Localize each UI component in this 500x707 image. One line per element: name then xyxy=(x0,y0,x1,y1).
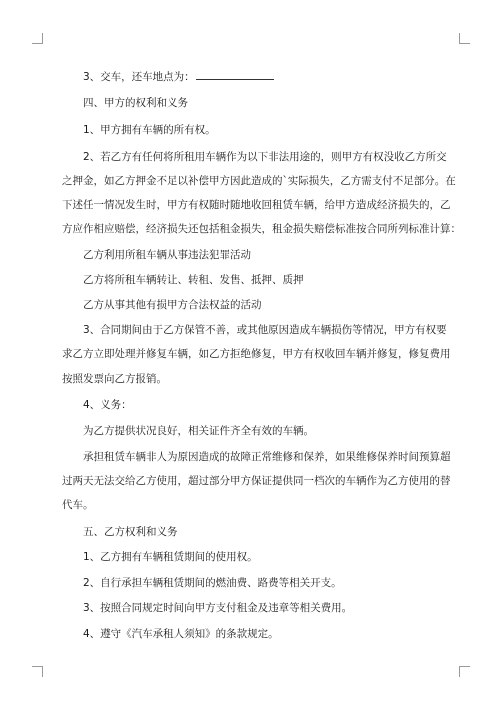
clause-a2-line4: 方应作相应赔偿，经济损失还包括租金损失，租金损失赔偿标准按合同所列标准计算： xyxy=(62,223,461,235)
clause-a4: 4、义务： xyxy=(83,399,132,411)
clause-a1: 1、甲方拥有车辆的所有权。 xyxy=(83,124,216,136)
crop-mark-bottom-left xyxy=(32,666,43,677)
clause-b2: 2、自行承担车辆租赁期间的燃油费、路费等相关开支。 xyxy=(83,577,342,589)
list-item-3: 乙方从事其他有损甲方合法权益的活动 xyxy=(83,299,262,311)
crop-mark-top-right xyxy=(459,33,470,44)
list-item-1: 乙方利用所租车辆从事违法犯罪活动 xyxy=(83,249,251,261)
clause-b4: 4、遵守《汽车承租人须知》的条款规定。 xyxy=(83,628,279,640)
list-item-2: 乙方将所租车辆转让、转租、发售、抵押、质押 xyxy=(83,274,304,286)
clause-b1: 1、乙方拥有车辆租赁期间的使用权。 xyxy=(83,551,258,563)
clause-a3-line2: 求乙方立即处理并修复车辆，如乙方拒绝修复，甲方有权收回车辆并修复，修复费用 xyxy=(62,348,451,360)
clause-a3-line3: 按照发票向乙方报销。 xyxy=(62,373,167,385)
crop-mark-bottom-right xyxy=(459,666,470,677)
obligation-2-line3: 代车。 xyxy=(62,499,94,511)
clause-b3: 3、按照合同规定时间向甲方支付租金及违章等相关费用。 xyxy=(83,602,353,614)
crop-mark-top-left xyxy=(32,33,43,44)
section-heading-4: 四、甲方的权利和义务 xyxy=(83,97,188,109)
obligation-2-line2: 过两天无法交给乙方使用，超过部分甲方保证提供同一档次的车辆作为乙方使用的替 xyxy=(62,475,451,487)
obligation-2-line1: 承担租赁车辆非人为原因造成的故障正常维修和保养，如果维修保养时间预算超 xyxy=(83,451,451,463)
delivery-location-blank xyxy=(196,69,274,80)
delivery-location-line xyxy=(83,69,274,84)
clause-a3-line1: 3、合同期间由于乙方保管不善，或其他原因造成车辆损伤等情况，甲方有权要 xyxy=(83,324,447,336)
section-heading-5: 五、乙方权利和义务 xyxy=(83,526,178,538)
clause-a2-line2: 之押金，如乙方押金不足以补偿甲方因此造成的`实际损失，乙方需支付不足部分。在 xyxy=(62,175,456,187)
clause-a2-line1: 2、若乙方有任何将所租用车辆作为以下非法用途的，则甲方有权没收乙方所交 xyxy=(83,151,447,163)
clause-a2-line3: 下述任一情况发生时，甲方有权随时随地收回租赁车辆，给甲方造成经济损失的，乙 xyxy=(62,199,451,211)
delivery-location-label: 3、交车，还车地点为： xyxy=(83,71,195,83)
obligation-1: 为乙方提供状况良好，相关证件齐全有效的车辆。 xyxy=(83,425,314,437)
